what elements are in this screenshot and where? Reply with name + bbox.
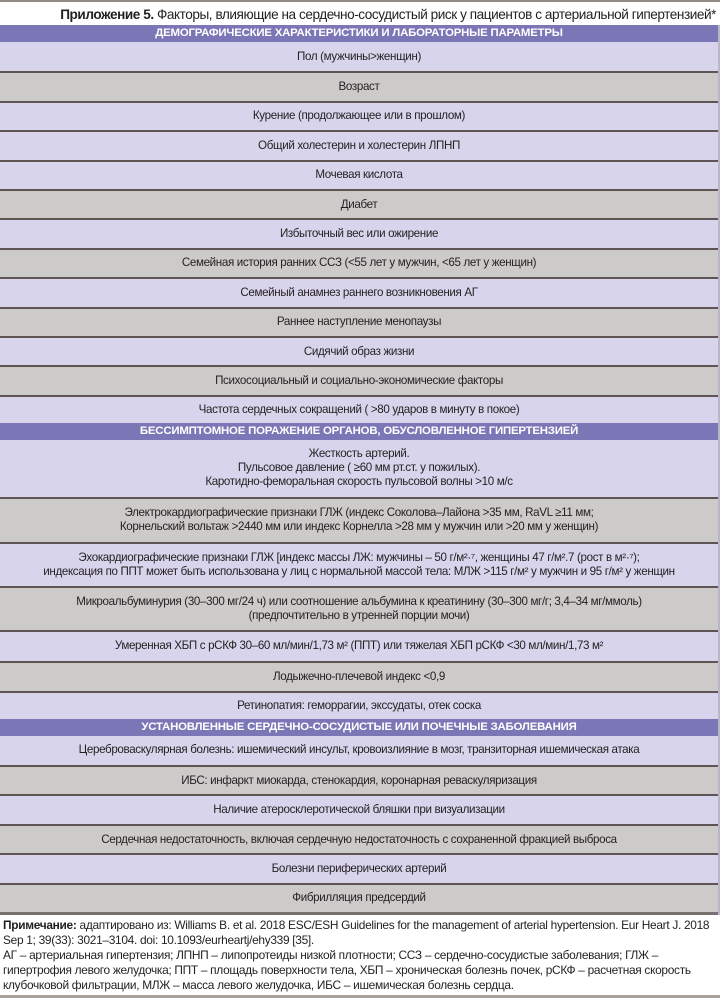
table-row [0,189,718,218]
row-text: Частота сердечных сокращений ( >80 ударов в минуту в покое) [198,402,520,416]
row-text: Микроальбуминурия (30–300 мг/24 ч) или соотношение альбумина к креатинину (30–300 мг/г; 3,4–34 мг/ммоль) [76,594,642,608]
row-text: Семейная история ранних ССЗ (<55 лет у мужчин, <65 лет у женщин) [181,256,537,270]
table-row [0,794,718,823]
table-row [0,248,718,277]
table-row [0,765,718,794]
row-text: Курение (продолжающее или в прошлом) [252,109,466,123]
section-header-established-disease: УСТАНОВЛЕННЫЕ СЕРДЕЧНО-СОСУДИСТЫЕ ИЛИ ПОЧЕЧНЫЕ ЗАБОЛЕВАНИЯ [0,719,718,736]
table-row [0,661,718,691]
note-source: адаптировано из: Williams B. et al. 2018 ESC/ESH Guidelines for the management of arterial hypertension. Eur Heart J. 2018 Sep 1; 39(33): 3021–3104. doi: 10.1093/eurheartj/ehy339 [35]. [3,918,710,947]
table-row [0,736,718,765]
table-row [0,630,718,661]
section-header-demographic: ДЕМОГРАФИЧЕСКИЕ ХАРАКТЕРИСТИКИ И ЛАБОРАТОРНЫЕ ПАРАМЕТРЫ [0,25,718,42]
section-header-organ-damage: БЕССИМПТОМНОЕ ПОРАЖЕНИЕ ОРГАНОВ, ОБУСЛОВЛЕННОЕ ГИПЕРТЕНЗИЕЙ [0,423,718,440]
title-text: Факторы, влияющие на сердечно-сосудистый риск у пациентов с артериальной гипертензией* [156,7,716,22]
row-text: Диабет [340,197,378,211]
table-row [0,586,718,630]
row-text: Ретинопатия: геморрагии, экссудаты, отек соска [237,698,481,712]
row-text: Сердечная недостаточность, включая сердечную недостаточность с сохраненной фракцией выброса [101,832,617,846]
table-row [0,130,718,159]
row-text: индексация по ППТ может быть использована у лиц с нормальной массой тела: МЛЖ >115 г/м² у мужчин и 95 г/м² у женщин [43,564,675,578]
row-text: Жесткость артерий. [308,447,410,461]
row-text: Семейный анамнез раннего возникновения АГ [240,285,478,299]
table-row [0,307,718,336]
table-row [0,71,718,100]
row-text: Пульсовое давление ( ≥60 мм рт.ст. у пожилых). [237,461,481,475]
table-row [0,277,718,306]
table-row [0,853,718,882]
row-text: Избыточный вес или ожирение [279,227,439,241]
bottom-rule [0,995,720,998]
table-note [3,918,715,993]
row-text: Мочевая кислота [315,168,403,182]
table-row [0,218,718,247]
table-row [0,101,718,130]
table-row [0,542,718,586]
row-text: Каротидно-феморальная скорость пульсовой волны >10 м/с [205,475,513,489]
table-bottom-rule [0,912,718,915]
row-text: Общий холестерин и холестерин ЛПНП [258,138,460,152]
table-row [0,395,718,423]
row-text: Цереброваскулярная болезнь: ишемический инсульт, кровоизлияние в мозг, транзиторная ишемическая атака [78,743,640,757]
row-text: (предпочтительно в утренней порции мочи) [248,608,470,622]
table-row [0,336,718,365]
row-text: Сидячий образ жизни [303,344,415,358]
title-label: Приложение 5. [60,7,154,22]
table-row [0,42,718,71]
row-text: Пол (мужчины>женщин) [297,49,421,63]
table-row [0,365,718,394]
row-text: Корнельский вольтаж >2440 мм или индекс Корнелла >28 мм у мужчин или >20 мм у женщин) [119,520,599,534]
note-abbreviations: АГ – артериальная гипертензия; ЛПНП – липопротеиды низкой плотности; ССЗ – сердечно-сосудистые заболевания; ГЛЖ – гипертрофия левого желудочка; ППТ – площадь поверхности тела, ХБП – хроническая болезнь почек, рСКФ – расчетная скорость клубочковой фильтрации, МЛЖ – масса левого желудочка, ИБС – ишемическая болезнь сердца. [3,948,691,992]
top-rule [0,0,720,2]
row-text: Психосоциальный и социально-экономические факторы [215,373,503,387]
table-row [0,883,718,912]
table-row [0,497,718,542]
row-text: Эхокардиографические признаки ГЛЖ [индекс массы ЛЖ: мужчины – 50 г/м²·⁷, женщины 47 г/м².7 (рост в м²·⁷); [78,550,640,564]
row-text: Лодыжечно-плечевой индекс <0,9 [273,669,445,683]
page-title [0,6,716,24]
row-text: Возраст [338,80,380,94]
table-row [0,824,718,853]
table-row [0,160,718,189]
row-text: Умеренная ХБП с рСКФ 30–60 мл/мин/1,73 м² (ППТ) или тяжелая ХБП рСКФ <30 мл/мин/1,73 м² [114,639,604,653]
row-text: Наличие атеросклеротической бляшки при визуализации [213,803,505,817]
row-text: Электрокардиографические признаки ГЛЖ (индекс Соколова–Лайона >35 мм, RaVL ≥11 мм; [124,506,594,520]
row-text: Болезни периферических артерий [271,861,447,875]
table-row [0,691,718,719]
risk-factors-table [0,25,720,915]
row-text: ИБС: инфаркт миокарда, стенокардия, коронарная реваскуляризация [181,773,537,787]
table-row [0,440,718,497]
row-text: Фибрилляция предсердий [292,891,426,905]
note-label: Примечание: [3,918,77,932]
row-text: Раннее наступление менопаузы [276,315,442,329]
